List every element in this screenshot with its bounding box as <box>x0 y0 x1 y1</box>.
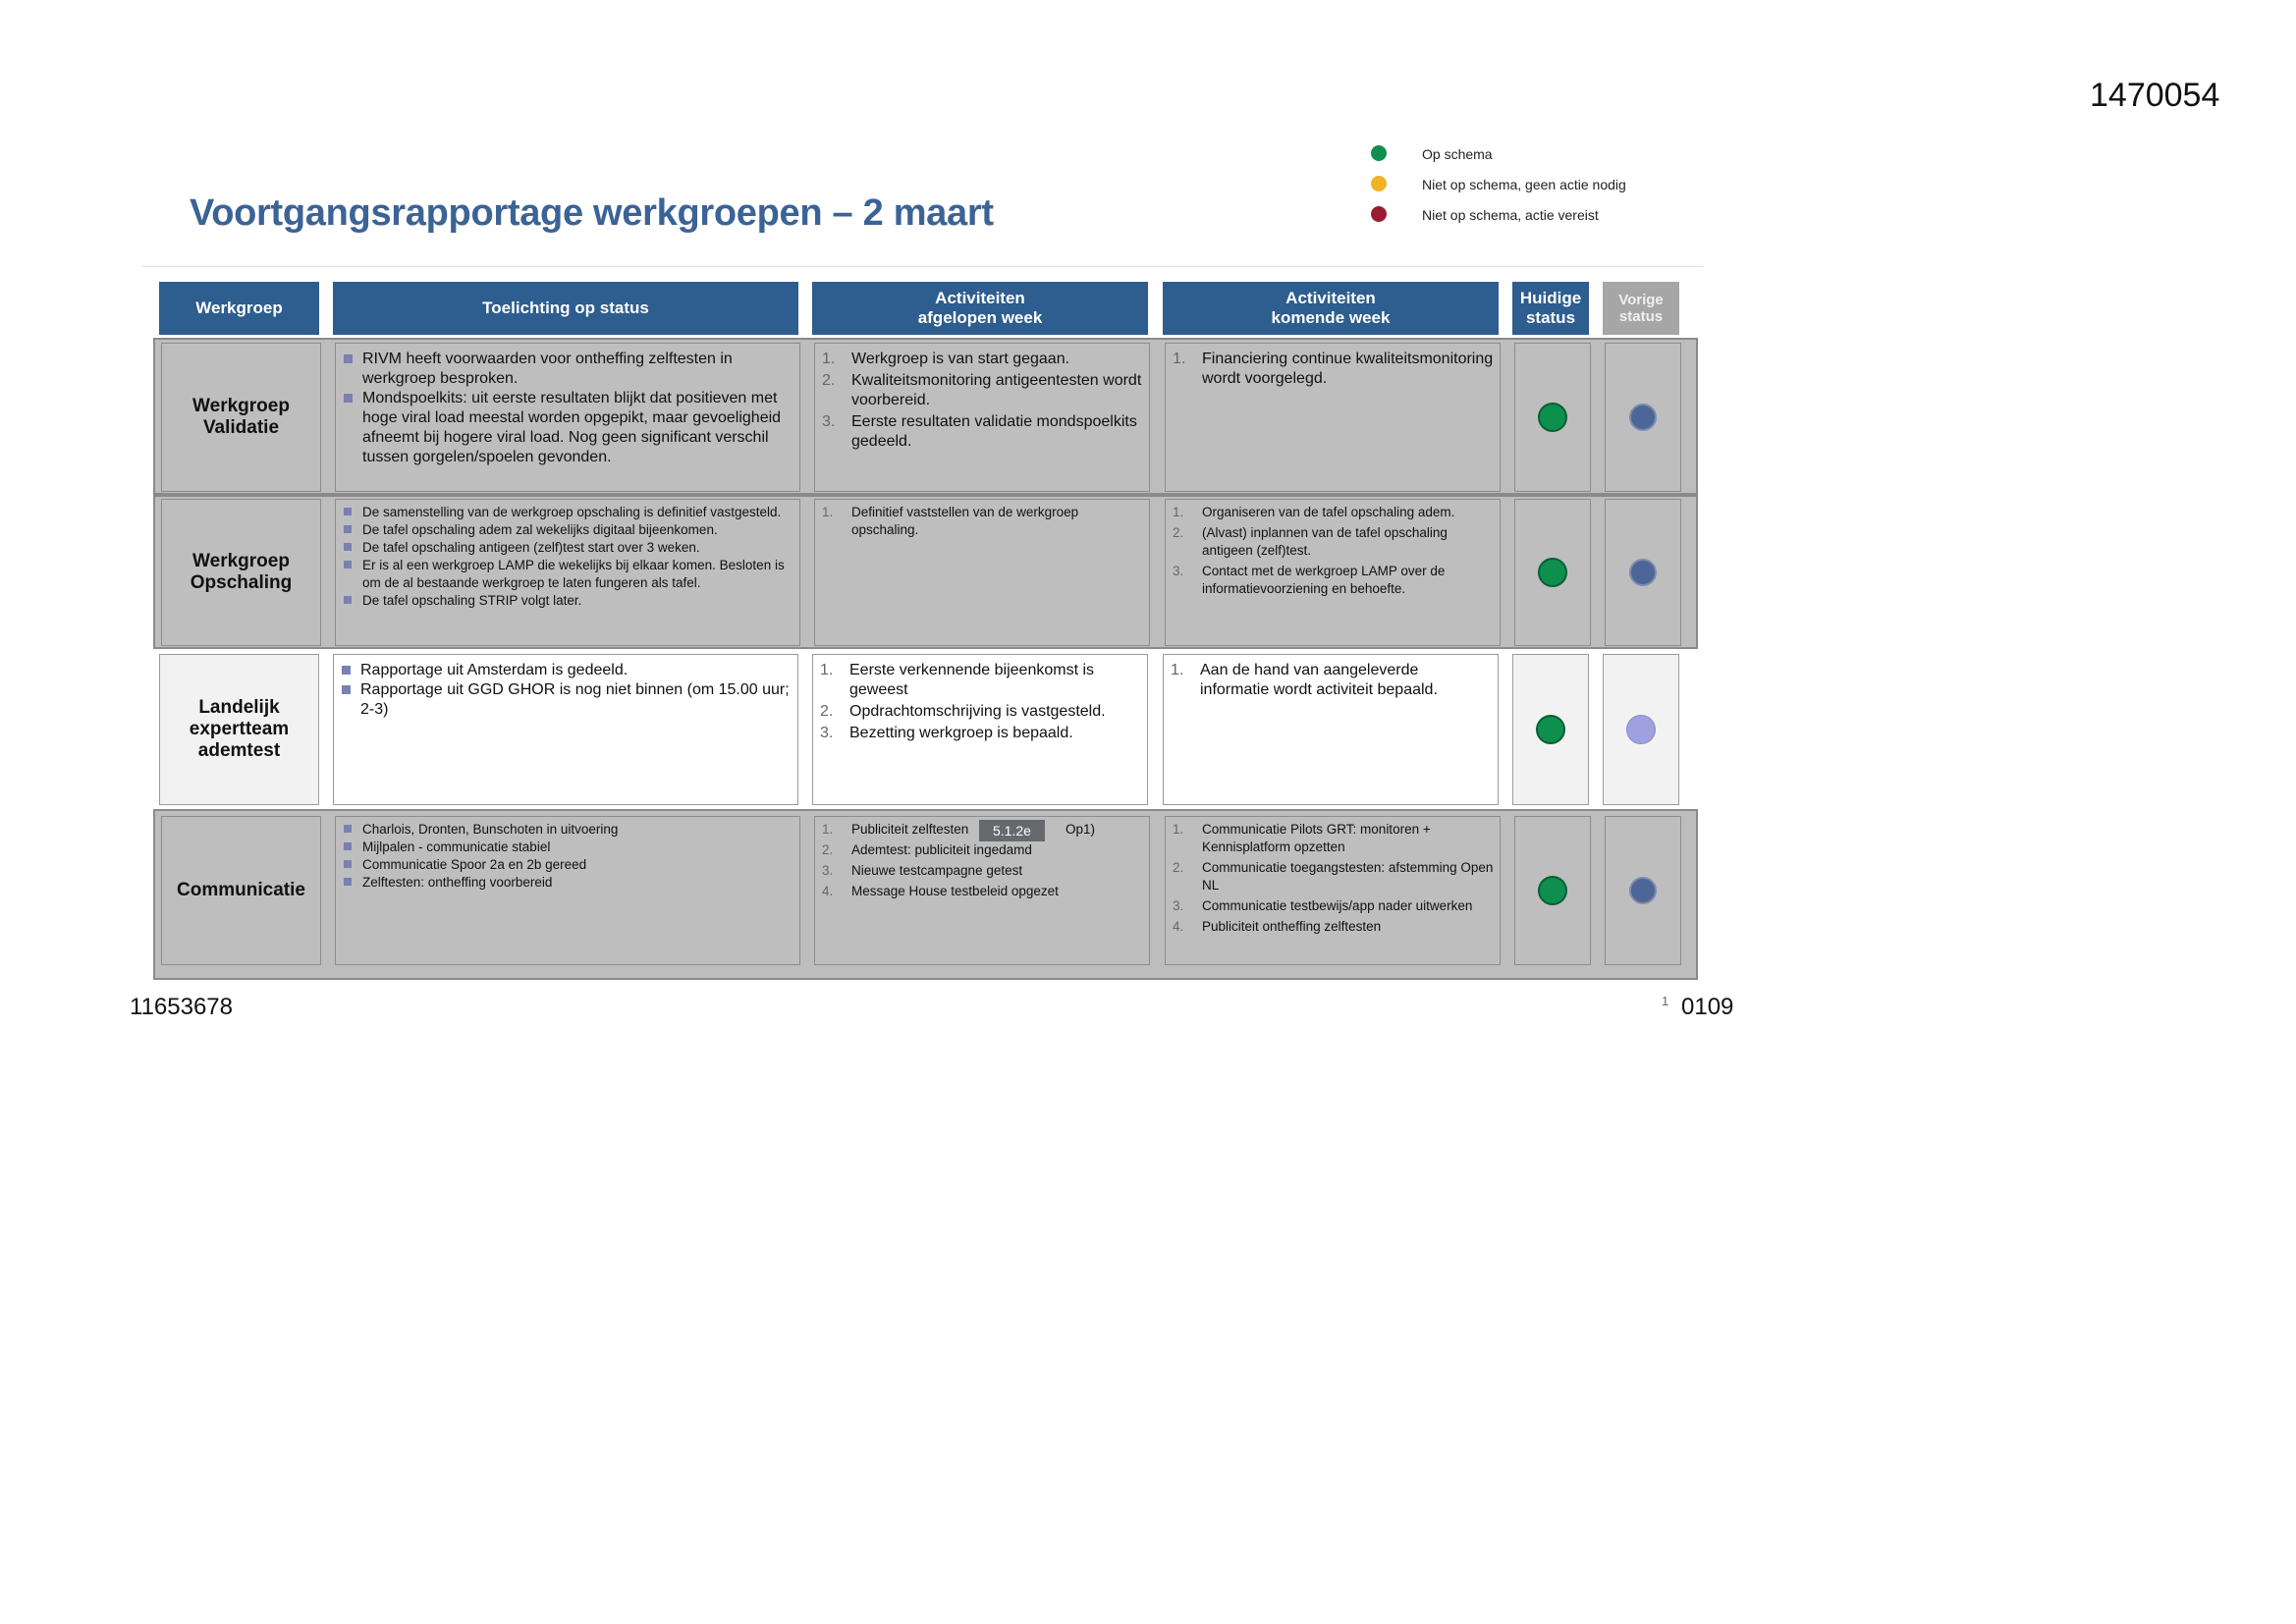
huidige-status-cell <box>1514 343 1591 492</box>
huidige-status-cell <box>1514 816 1591 965</box>
header-vorige-status <box>1603 282 1679 335</box>
item-number: 3. <box>822 863 834 878</box>
item-text: Contact met de werkgroep LAMP over de informatievoorziening en behoefte. <box>1202 564 1446 596</box>
item-number: 3. <box>1173 898 1184 913</box>
komende-list <box>1168 350 1494 389</box>
list-item: De samenstelling van de werkgroep opschaling is definitief vastgesteld. <box>338 504 793 521</box>
legend-dot-yellow-icon <box>1371 176 1387 191</box>
header-werkgroep-label: Werkgroep <box>195 298 283 317</box>
vorige-status-cell <box>1605 343 1681 492</box>
item-number: 2. <box>820 703 834 720</box>
table-row <box>153 809 1698 980</box>
komende-list <box>1168 821 1494 936</box>
list-item <box>815 702 1141 722</box>
item-number: 1. <box>1173 505 1184 519</box>
item-text: Aan de hand van aangeleverde informatie wordt activiteit bepaald. <box>1200 662 1438 698</box>
afgelopen-cell <box>812 654 1148 805</box>
item-text: (Alvast) inplannen van de tafel opschaling antigeen (zelf)test. <box>1202 525 1448 558</box>
group-name-line: Werkgroep <box>192 551 290 571</box>
toelichting-cell <box>335 343 800 492</box>
page-title: Voortgangsrapportage werkgroepen – 2 maart <box>190 192 994 234</box>
list-item: Communicatie Spoor 2a en 2b gereed <box>338 856 793 874</box>
list-item <box>1168 918 1494 936</box>
header-label-line: Activiteiten <box>935 289 1025 307</box>
item-number: 1. <box>822 505 834 519</box>
header-label-line: status <box>1618 308 1664 325</box>
list-item <box>817 412 1143 452</box>
item-text: Ademtest: publiciteit ingedamd <box>851 842 1032 857</box>
toelichting-list <box>338 350 793 467</box>
afgelopen-cell <box>814 499 1150 646</box>
list-item: Rapportage uit GGD GHOR is nog niet binnen (om 15.00 uur; 2-3) <box>336 680 792 720</box>
header-label-line: Huidige <box>1519 289 1582 307</box>
list-item <box>817 821 1143 839</box>
group-name-line: Werkgroep <box>192 396 290 416</box>
list-item <box>817 862 1143 880</box>
item-text: Communicatie toegangstesten: afstemming Open NL <box>1202 860 1494 893</box>
komende-cell <box>1165 343 1501 492</box>
group-name <box>162 880 320 901</box>
table-row <box>153 338 1698 495</box>
list-item <box>1168 859 1494 894</box>
komende-list <box>1166 661 1492 700</box>
header-toelichting-label: Toelichting op status <box>482 298 649 317</box>
komende-list <box>1168 504 1494 598</box>
group-cell <box>161 343 321 492</box>
item-number: 3. <box>1173 564 1184 578</box>
list-item <box>817 841 1143 859</box>
legend-dot-green-icon <box>1371 145 1387 161</box>
komende-cell <box>1165 499 1501 646</box>
item-text: Werkgroep is van start gegaan. <box>851 351 1070 367</box>
status-previous-icon <box>1629 877 1657 904</box>
list-item: RIVM heeft voorwaarden voor ontheffing zelftesten in werkgroep besproken. <box>338 350 793 389</box>
list-item <box>817 504 1143 539</box>
item-number: 3. <box>822 413 836 430</box>
header-werkgroep <box>159 282 319 335</box>
status-green-icon <box>1538 403 1567 432</box>
vorige-status-cell <box>1603 654 1679 805</box>
item-number: 1. <box>822 351 836 367</box>
status-previous-icon <box>1629 404 1657 431</box>
item-number: 2. <box>1173 525 1184 540</box>
document-id: 1470054 <box>2090 77 2220 114</box>
header-label-line: status <box>1525 308 1576 327</box>
list-item: Er is al een werkgroep LAMP die wekelijks bij elkaar komen. Besloten is om de al bestaande werkgroep te laten fungeren als tafel. <box>338 557 793 592</box>
header-huidige-status <box>1512 282 1589 335</box>
legend-dot-red-icon <box>1371 206 1387 222</box>
item-text: Message House testbeleid opgezet <box>851 884 1059 898</box>
komende-cell <box>1165 816 1501 965</box>
status-green-icon <box>1538 876 1567 905</box>
group-name-line: ademtest <box>197 740 281 761</box>
item-number: 4. <box>822 884 834 898</box>
group-cell <box>161 499 321 646</box>
afgelopen-list <box>817 504 1143 539</box>
list-item <box>817 350 1143 369</box>
legend-label: Op schema <box>1422 146 1493 162</box>
header-label-line: komende week <box>1271 308 1391 327</box>
item-text-suffix: Op1) <box>1066 822 1096 837</box>
status-green-icon <box>1536 715 1565 744</box>
list-item: Mondspoelkits: uit eerste resultaten blijkt dat positieven met hoge viral load meestal worden opgepikt, maar gevoeligheid afneemt bij hogere viral load. Nog geen significant verschil tussen gorgelen/spoelen gevonden. <box>338 389 793 467</box>
item-number: 1. <box>1171 662 1184 678</box>
item-number: 1. <box>1173 351 1186 367</box>
list-item: De tafel opschaling adem zal wekelijks digitaal bijeenkomen. <box>338 521 793 539</box>
group-cell <box>159 654 319 805</box>
afgelopen-cell <box>814 816 1150 965</box>
list-item <box>1168 897 1494 915</box>
list-item: Rapportage uit Amsterdam is gedeeld. <box>336 661 792 680</box>
item-number: 1. <box>820 662 834 678</box>
legend-label: Niet op schema, actie vereist <box>1422 207 1599 223</box>
group-name-line: Communicatie <box>177 880 305 900</box>
list-item <box>817 883 1143 900</box>
afgelopen-list <box>817 350 1143 452</box>
toelichting-list <box>336 661 792 720</box>
item-text: Definitief vaststellen van de werkgroep opschaling. <box>851 505 1079 537</box>
table-row <box>153 652 1698 809</box>
list-item: Zelftesten: ontheffing voorbereid <box>338 874 793 892</box>
item-text: Bezetting werkgroep is bepaald. <box>849 725 1073 741</box>
item-number: 2. <box>1173 860 1184 875</box>
toelichting-cell <box>335 499 800 646</box>
list-item <box>815 661 1141 700</box>
group-name <box>162 396 320 439</box>
group-name-line: Validatie <box>202 417 280 438</box>
afgelopen-list <box>815 661 1141 743</box>
list-item: De tafel opschaling antigeen (zelf)test start over 3 weken. <box>338 539 793 557</box>
list-item: Charlois, Dronten, Bunschoten in uitvoering <box>338 821 793 839</box>
item-text: Eerste resultaten validatie mondspoelkits gedeeld. <box>851 413 1137 450</box>
item-text: Communicatie testbewijs/app nader uitwerken <box>1202 898 1473 913</box>
group-name-line: expertteam <box>189 719 290 739</box>
afgelopen-list <box>817 821 1143 900</box>
list-item <box>1166 661 1492 700</box>
status-previous-icon <box>1629 559 1657 586</box>
toelichting-list <box>338 821 793 892</box>
group-name <box>160 697 318 762</box>
list-item: Mijlpalen - communicatie stabiel <box>338 839 793 856</box>
item-number: 1. <box>1173 822 1184 837</box>
huidige-status-cell <box>1512 654 1589 805</box>
list-item <box>1168 821 1494 856</box>
header-label-line: afgelopen week <box>917 308 1043 327</box>
item-text: Opdrachtomschrijving is vastgesteld. <box>849 703 1106 720</box>
status-lavender-icon <box>1626 715 1656 744</box>
header-activiteiten-afgelopen <box>812 282 1148 335</box>
item-text: Financiering continue kwaliteitsmonitoring wordt voorgelegd. <box>1202 351 1494 387</box>
toelichting-cell <box>333 654 798 805</box>
vorige-status-cell <box>1605 816 1681 965</box>
header-activiteiten-komende <box>1163 282 1499 335</box>
footer-page-number: 1 <box>1662 994 1669 1008</box>
vorige-status-cell <box>1605 499 1681 646</box>
group-name-line: Opschaling <box>190 572 293 593</box>
list-item <box>1168 504 1494 521</box>
list-item <box>817 371 1143 410</box>
item-text: Kwaliteitsmonitoring antigeentesten wordt voorbereid. <box>851 372 1142 408</box>
group-name <box>162 551 320 594</box>
group-cell <box>161 816 321 965</box>
list-item <box>815 724 1141 743</box>
item-number: 2. <box>822 372 836 389</box>
redaction-stamp: 5.1.2e <box>979 820 1045 841</box>
footer-page-id: 0109 <box>1681 994 1734 1020</box>
item-text: Publiciteit zelftesten <box>851 822 969 837</box>
item-text: Organiseren van de tafel opschaling adem. <box>1202 505 1455 519</box>
huidige-status-cell <box>1514 499 1591 646</box>
item-text: Publiciteit ontheffing zelftesten <box>1202 919 1382 934</box>
title-divider <box>142 266 1704 267</box>
status-green-icon <box>1538 558 1567 587</box>
header-label-line: Activiteiten <box>1285 289 1376 307</box>
item-text: Eerste verkennende bijeenkomst is geweest <box>849 662 1095 698</box>
item-number: 3. <box>820 725 834 741</box>
footer-document-id: 11653678 <box>130 994 233 1020</box>
item-number: 2. <box>822 842 834 857</box>
item-number: 4. <box>1173 919 1184 934</box>
table-row <box>153 495 1698 649</box>
item-text: Nieuwe testcampagne getest <box>851 863 1023 878</box>
list-item <box>1168 563 1494 598</box>
header-toelichting <box>333 282 798 335</box>
legend-label: Niet op schema, geen actie nodig <box>1422 177 1626 192</box>
header-label-line: Vorige <box>1618 292 1664 308</box>
list-item <box>1168 524 1494 560</box>
list-item: De tafel opschaling STRIP volgt later. <box>338 592 793 610</box>
toelichting-list <box>338 504 793 610</box>
group-name-line: Landelijk <box>198 697 280 718</box>
afgelopen-cell <box>814 343 1150 492</box>
item-text: Communicatie Pilots GRT: monitoren + Kennisplatform opzetten <box>1202 822 1431 854</box>
toelichting-cell <box>335 816 800 965</box>
komende-cell <box>1163 654 1499 805</box>
item-number: 1. <box>822 822 834 837</box>
list-item <box>1168 350 1494 389</box>
